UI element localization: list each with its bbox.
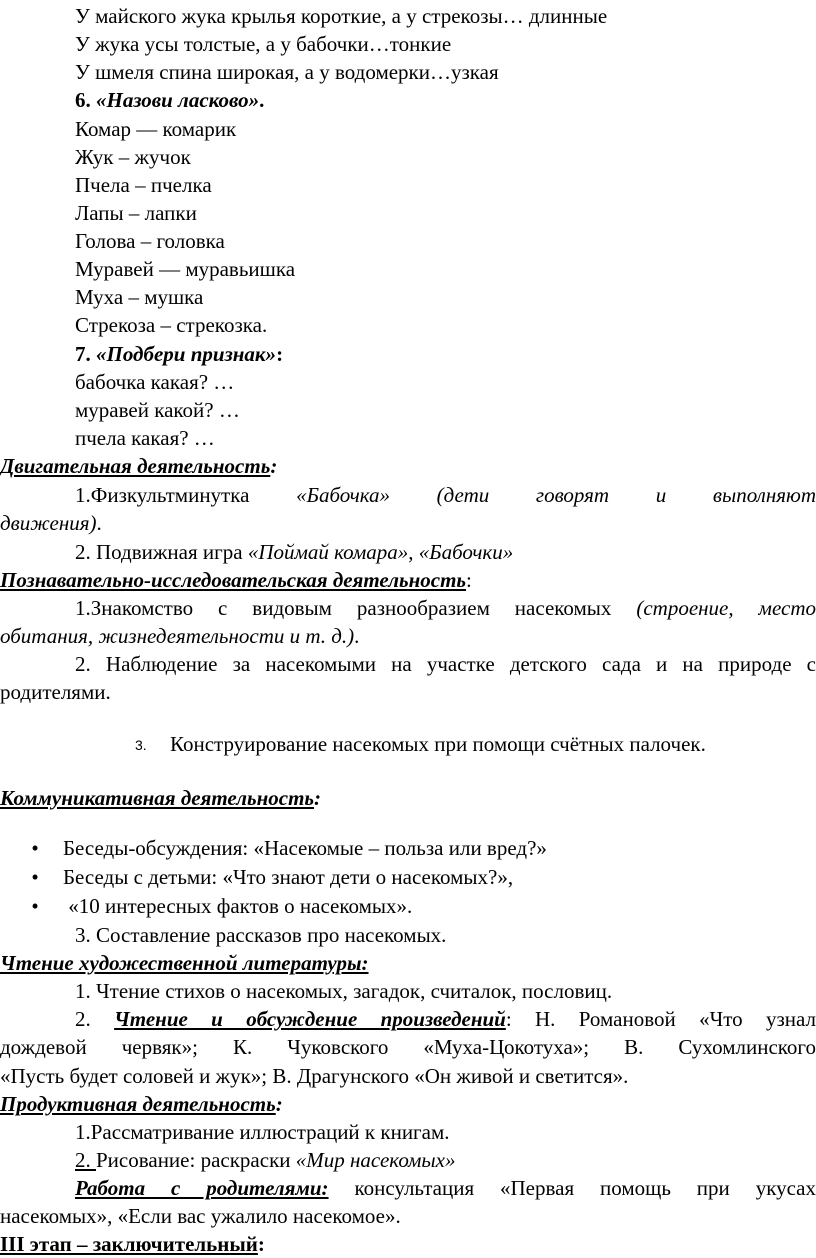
reading-item-2: 2. Чтение и обсуждение произведений: Н. Романовой «Что узнал	[75, 1007, 816, 1031]
document-page: У майского жука крылья короткие, а у стрекозы… длинные У жука усы толстые, а у бабочки…тонкие У шмеля спина широкая, а у водомерки…узкая 6. «Назови ласково». Комар — комарик Жук – жучок Пчела – пчелка Лапы – лапки Голова – головка Муравей — муравьишка Муха – мушка Стрекоза – стрекозка. 7. «Подбери признак»: бабочка какая? … муравей какой? … пчела какая? … Двигательная деятельность: 1.Физкультминутка «Бабочка» (дети говорят и выполняют движения). 2. Подвижная игра «Поймай комара», «Бабочки» Познавательно-исследовательская деятельность: 1.Знакомство с видовым разнообразием насекомых (строение, место обитания, жизнедеятельности и т. д.). 2. Наблюдение за насекомыми на участке детского сада и на природе с родителями. 3. Конструирование насекомых при помощи счётных палочек. Коммуникативная деятельность: • Беседы-обсуждения: «Насекомые – польза или вред?» • Беседы с детьми: «Что знают дети о насекомых?», • «10 интересных фактов о насекомых». 3. Составление рассказов про насекомых. Чтение художественной литературы: 1. Чтение стихов о насекомых, загадок, считалок, пословиц. 2. Чтение и обсуждение произведений: Н. Романовой «Что узнал дождевой червяк»; К. Чуковского «Муха-Цокотуха»; В. Сухомлинского «Пусть будет соловей и жук»; В. Драгунского «Он живой и светится». Продуктивная деятельность: 1.Рассматривание иллюстраций к книгам. 2. Рисование: раскраски «Мир насекомых» Работа с родителями: консультация «Первая помощь при укусах насекомых», «Если вас ужалило насекомое». III этап – заключительный:	[0, 0, 816, 1257]
task6-item: Муравей — муравьишка	[75, 257, 296, 281]
cognitive-item-2-cont: родителями.	[0, 680, 111, 704]
productive-item-2: 2. Рисование: раскраски «Мир насекомых»	[75, 1148, 456, 1172]
communicative-item-3: 3. Составление рассказов про насекомых.	[75, 923, 447, 947]
task6-item: Пчела – пчелка	[75, 173, 212, 197]
section-heading-reading: Чтение художественной литературы:	[0, 951, 369, 975]
game-line-2: У жука усы толстые, а у бабочки…тонкие	[75, 32, 452, 56]
task6-item: Лапы – лапки	[75, 201, 197, 225]
task7-item: муравей какой? …	[75, 398, 240, 422]
task6-heading: 6. «Назови ласково».	[75, 88, 265, 112]
game-line-1: У майского жука крылья короткие, а у стрекозы… длинные	[75, 4, 608, 28]
parents-work: Работа с родителями: консультация «Первая помощь при укусах	[75, 1176, 816, 1200]
productive-item-1: 1.Рассматривание иллюстраций к книгам.	[75, 1120, 450, 1144]
section-heading-motor: Двигательная деятельность:	[0, 454, 278, 478]
game-line-3: У шмеля спина широкая, а у водомерки…узкая	[75, 60, 499, 84]
motor-item-2: 2. Подвижная игра «Поймай комара», «Бабочки»	[75, 540, 514, 564]
cognitive-item-1: 1.Знакомство с видовым разнообразием насекомых (строение, место	[75, 596, 816, 620]
reading-item-1: 1. Чтение стихов о насекомых, загадок, считалок, пословиц.	[75, 979, 613, 1003]
section-heading-communicative: Коммуникативная деятельность:	[0, 786, 322, 810]
task6-item: Голова – головка	[75, 229, 225, 253]
reading-item-2-cont: «Пусть будет соловей и жук»; В. Драгунского «Он живой и светится».	[0, 1064, 629, 1088]
task6-item: Муха – мушка	[75, 285, 204, 309]
bullet-icon: •	[31, 865, 39, 889]
task6-item: Стрекоза – стрекозка.	[75, 313, 268, 337]
stage3-heading: III этап – заключительный:	[0, 1232, 265, 1256]
bullet-icon: •	[31, 836, 39, 860]
section-heading-productive: Продуктивная деятельность:	[0, 1092, 283, 1116]
cognitive-item-1-cont: обитания, жизнедеятельности и т. д.).	[0, 624, 360, 648]
section-heading-cognitive: Познавательно-исследовательская деятельность:	[0, 568, 472, 592]
bullet-icon: •	[31, 894, 39, 918]
motor-item-1-cont: движения).	[0, 511, 102, 535]
motor-item-1: 1.Физкультминутка «Бабочка» (дети говорят и выполняют	[75, 483, 816, 507]
reading-item-2-cont: дождевой червяк»; К. Чуковского «Муха-Цокотуха»; В. Сухомлинского	[0, 1035, 816, 1059]
task6-item: Комар — комарик	[75, 117, 237, 141]
task7-heading: 7. «Подбери признак»:	[75, 342, 284, 366]
task7-item: бабочка какая? …	[75, 370, 235, 394]
task6-item: Жук – жучок	[75, 145, 191, 169]
task7-item: пчела какая? …	[75, 426, 215, 450]
cognitive-item-2: 2. Наблюдение за насекомыми на участке детского сада и на природе с	[75, 652, 816, 676]
parents-work-cont: насекомых», «Если вас ужалило насекомое».	[0, 1204, 401, 1228]
